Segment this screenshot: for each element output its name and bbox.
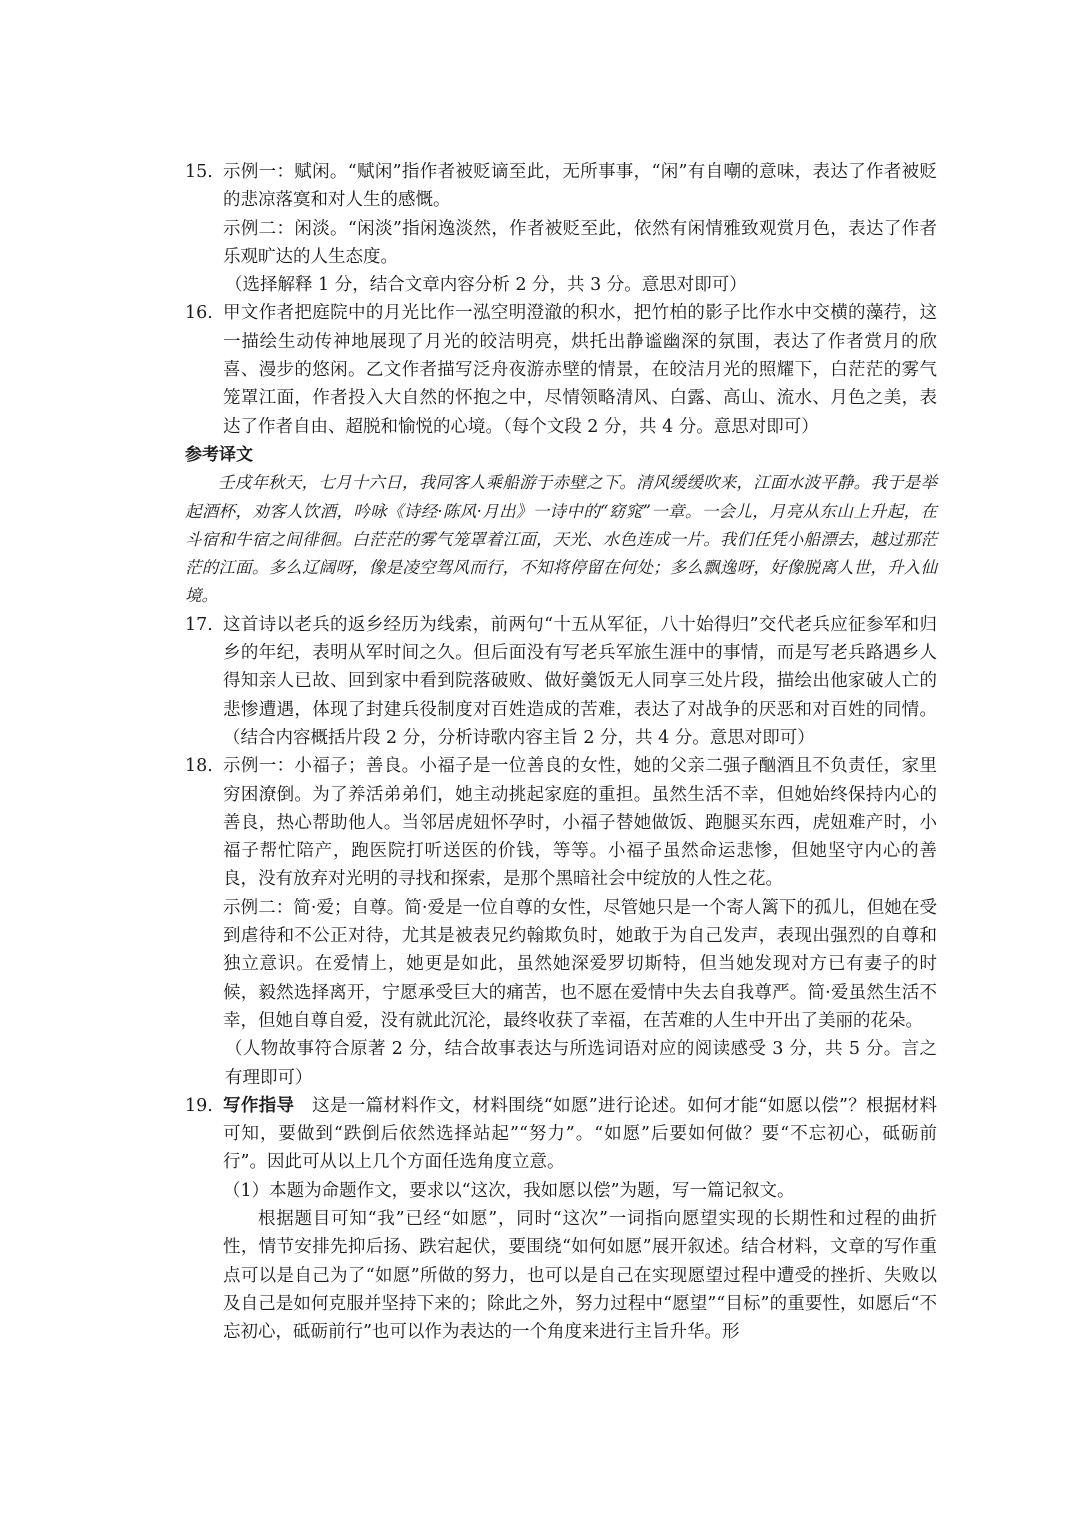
example-one: 示例一：小福子；善良。小福子是一位善良的女性，她的父亲二强子酗酒且不负责任，家里穷困潦倒。为了养活弟弟们，她主动挑起家庭的重担。虽然生活不幸，但她始终保持内心的善良，热心帮助他人。当邻居虎妞怀孕时，小福子替她做饭、跑腿买东西，虎妞难产时，小福子帮忙陪产，跑医院打听送医的价钱，等等。小福子虽然命运悲惨，但她坚守内心的善良，没有放弃对光明的寻找和探索，是那个黑暗社会中绽放的人性之花。 bbox=[223, 756, 937, 890]
writing-guide-text: 这是一篇材料作文，材料围绕“如愿”进行论述。如何才能“如愿以偿”？根据材料可知，要做到“跌倒后依然选择站起”“努力”。“如愿”后要如何做？要“不忘初心，砥砺前行”。因此可从以上几个方面任选角度立意。 bbox=[223, 1095, 938, 1173]
answer-16 bbox=[185, 299, 937, 440]
writing-guide-intro bbox=[223, 1092, 937, 1177]
guide-paragraph: 根据题目可知“我”已经“如愿”，同时“这次”一词指向愿望实现的长期性和过程的曲折性，情节安排先抑后扬、跌宕起伏，要围绕“如何如愿”展开叙述。结合材料，文章的写作重点可以是自己为了“如愿”所做的努力，也可以是自己在实现愿望过程中遭受的挫折、失败以及自己是如何克服并坚持下来的；除此之外，努力过程中“愿望”“目标”的重要性，如愿后“不忘初心，砥砺前行”也可以作为表达的一个角度来进行主旨升华。形 bbox=[223, 1208, 937, 1343]
question-number: 19. bbox=[185, 1095, 213, 1116]
answer-15 bbox=[185, 158, 937, 299]
answer-text: 甲文作者把庭院中的月光比作一泓空明澄澈的积水，把竹柏的影子比作水中交横的藻荇，这一描绘生动传神地展现了月光的皎洁明亮，烘托出静谧幽深的氛围，表达了作者赏月的欣喜、漫步的悠闲。乙文作者描写泛舟夜游赤壁的情景，在皎洁月光的照耀下，白茫茫的雾气笼罩江面，作者投入大自然的怀抱之中，尽情领略清风、白露、高山、流水、月色之美，表达了作者自由、超脱和愉悦的心境。（每个文段 2 分，共 4 分。意思对即可） bbox=[223, 303, 937, 437]
reference-translation: 壬戌年秋天，七月十六日，我同客人乘船游于赤壁之下。清风缓缓吹来，江面水波平静。我于是举起酒杯，劝客人饮酒，吟咏《诗经·陈风·月出》一诗中的“窈窕”一章。一会儿，月亮从东山上升起，在斗宿和牛宿之间徘徊。白茫茫的雾气笼罩着江面，天光、水色连成一片。我们任凭小船漂去，越过那茫茫的江面。多么辽阔呀，像是凌空驾风而行，不知将停留在何处；多么飘逸呀，好像脱离人世，升入仙境。 bbox=[185, 473, 937, 606]
writing-guide-label: 写作指导 bbox=[223, 1095, 295, 1116]
example-two: 示例二：闲淡。“闲淡”指闲逸淡然，作者被贬至此，依然有闲情雅致观赏月色，表达了作者乐观旷达的人生态度。 bbox=[223, 218, 937, 267]
scoring-note: （选择解释 1 分，结合文章内容分析 2 分，共 3 分。意思对即可） bbox=[225, 275, 747, 296]
question-number: 15. bbox=[185, 162, 213, 182]
answer-text: 这首诗以老兵的返乡经历为线索，前两句“十五从军征，八十始得归”交代老兵应征参军和归乡的年纪，表明从军时间之久。但后面没有写老兵军旅生涯中的事情，而是写老兵路遇乡人得知亲人已故、回到家中看到院落破败、做好羹饭无人同享三处片段，描绘出他家破人亡的悲惨遭遇，体现了封建兵役制度对百姓造成的苦难，表达了对战争的厌恶和对百姓的同情。（结合内容概括片段 2 分，分析诗歌内容主旨 2 分，共 4 分。意思对即可） bbox=[223, 614, 937, 748]
answer-content bbox=[185, 158, 937, 1346]
sub-prompt-1: （1）本题为命题作文，要求以“这次，我如愿以偿”为题，写一篇记叙文。 bbox=[223, 1180, 795, 1201]
example-one: 示例一：赋闲。“赋闲”指作者被贬谪至此，无所事事，“闲”有自嘲的意味，表达了作者被贬的悲凉落寞和对人生的感慨。 bbox=[223, 162, 937, 211]
question-number: 18. bbox=[185, 756, 213, 777]
question-number: 16. bbox=[185, 303, 213, 324]
example-two: 示例二：简·爱；自尊。简·爱是一位自尊的女性，尽管她只是一个寄人篱下的孤儿，但她在受到虐待和不公正对待，尤其是被表兄约翰欺负时，她敢于为自己发声，表现出强烈的自尊和独立意识。在爱情上，她更是如此，虽然她深爱罗切斯特，但当她发现对方已有妻子的时候，毅然选择离开，宁愿承受巨大的痛苦，也不愿在爱情中失去自我尊严。简·爱虽然生活不幸，但她自尊自爱，没有就此沉沦，最终收获了幸福，在苦难的人生中开出了美丽的花朵。 bbox=[223, 897, 937, 1031]
answer-19 bbox=[185, 1092, 937, 1347]
scoring-note: （人物故事符合原著 2 分，结合故事表达与所选词语对应的阅读感受 3 分，共 5 分。言之有理即可） bbox=[225, 1039, 937, 1088]
answer-18 bbox=[185, 752, 937, 1092]
answer-17 bbox=[185, 611, 937, 752]
question-number: 17. bbox=[185, 614, 213, 635]
reference-title: 参考译文 bbox=[185, 444, 253, 465]
